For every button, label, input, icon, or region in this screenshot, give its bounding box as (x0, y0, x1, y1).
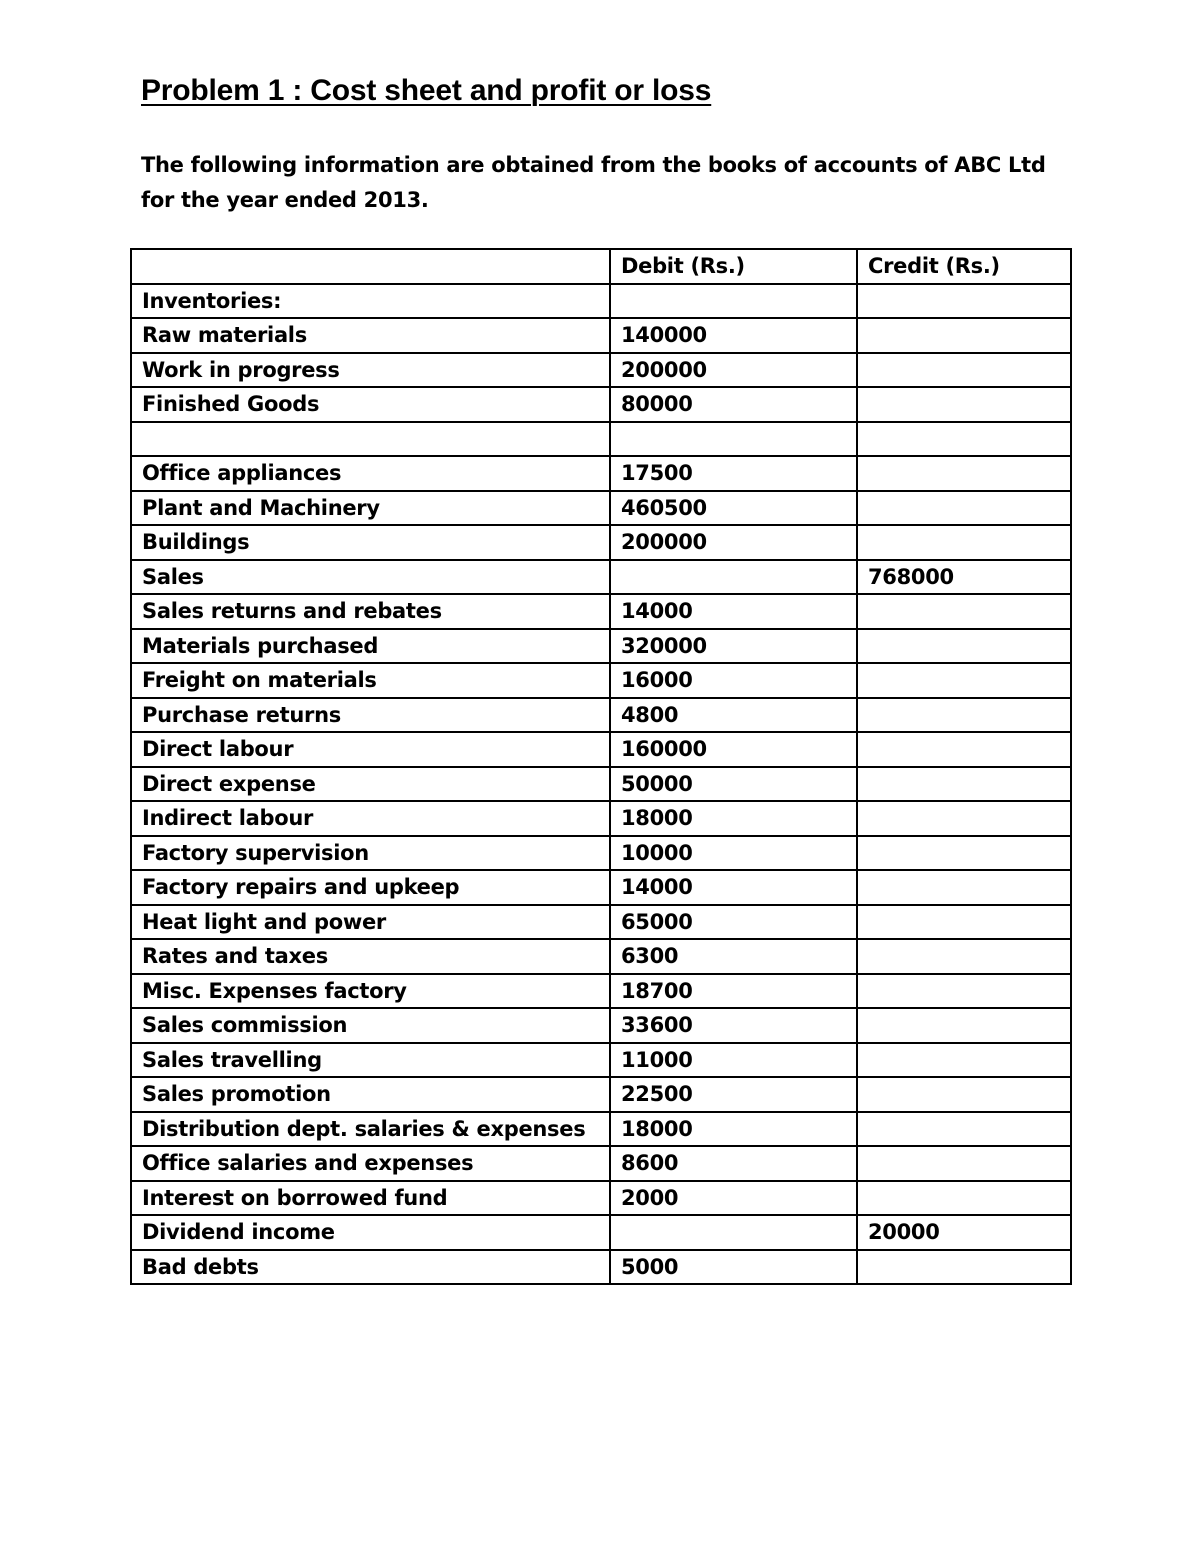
cell-item: Inventories: (131, 284, 610, 319)
table-header-row (131, 249, 1071, 284)
cell-debit: 14000 (610, 870, 857, 905)
table-row (131, 318, 1071, 353)
cell-item (131, 422, 610, 457)
cell-debit: 460500 (610, 491, 857, 526)
cell-credit (857, 491, 1071, 526)
cell-debit: 14000 (610, 594, 857, 629)
cell-credit (857, 1008, 1071, 1043)
cell-item: Sales promotion (131, 1077, 610, 1112)
cell-debit: 16000 (610, 663, 857, 698)
cell-credit (857, 594, 1071, 629)
cell-credit (857, 663, 1071, 698)
cell-item: Misc. Expenses factory (131, 974, 610, 1009)
cell-item: Dividend income (131, 1215, 610, 1250)
cell-debit: 200000 (610, 525, 857, 560)
table-row (131, 422, 1071, 457)
cell-item: Raw materials (131, 318, 610, 353)
table-row (131, 801, 1071, 836)
cell-credit (857, 422, 1071, 457)
cell-credit (857, 732, 1071, 767)
table-row (131, 491, 1071, 526)
cell-credit: 20000 (857, 1215, 1071, 1250)
cell-debit (610, 1215, 857, 1250)
cell-debit: 11000 (610, 1043, 857, 1078)
table-row (131, 1215, 1071, 1250)
cell-credit (857, 1250, 1071, 1285)
cell-credit (857, 1146, 1071, 1181)
table-row (131, 1077, 1071, 1112)
table-row (131, 870, 1071, 905)
table-row (131, 456, 1071, 491)
cell-item: Factory supervision (131, 836, 610, 871)
cell-debit: 80000 (610, 387, 857, 422)
cell-debit: 200000 (610, 353, 857, 388)
cell-credit (857, 1043, 1071, 1078)
table-row (131, 698, 1071, 733)
cell-credit (857, 456, 1071, 491)
cell-credit (857, 525, 1071, 560)
accounts-table (130, 248, 1072, 1285)
cell-item: Bad debts (131, 1250, 610, 1285)
cell-debit: 18000 (610, 1112, 857, 1147)
table-row (131, 1008, 1071, 1043)
cell-credit (857, 1181, 1071, 1216)
cell-credit (857, 801, 1071, 836)
cell-credit (857, 870, 1071, 905)
cell-debit (610, 560, 857, 595)
cell-credit (857, 698, 1071, 733)
cell-credit (857, 353, 1071, 388)
table-row (131, 353, 1071, 388)
cell-item: Rates and taxes (131, 939, 610, 974)
cell-item: Sales (131, 560, 610, 595)
page-title: Problem 1 : Cost sheet and profit or loss (141, 74, 712, 107)
cell-debit: 50000 (610, 767, 857, 802)
cell-debit: 65000 (610, 905, 857, 940)
cell-item: Heat light and power (131, 905, 610, 940)
cell-credit (857, 836, 1071, 871)
cell-item: Office appliances (131, 456, 610, 491)
table-row (131, 1146, 1071, 1181)
cell-item: Interest on borrowed fund (131, 1181, 610, 1216)
cell-item: Sales commission (131, 1008, 610, 1043)
table-row (131, 560, 1071, 595)
table-row (131, 939, 1071, 974)
cell-item: Direct expense (131, 767, 610, 802)
cell-debit: 140000 (610, 318, 857, 353)
cell-item: Sales travelling (131, 1043, 610, 1078)
cell-debit: 5000 (610, 1250, 857, 1285)
cell-credit (857, 1077, 1071, 1112)
table-row (131, 836, 1071, 871)
cell-credit (857, 767, 1071, 802)
cell-credit (857, 318, 1071, 353)
cell-debit: 8600 (610, 1146, 857, 1181)
header-item (131, 249, 610, 284)
cell-credit: 768000 (857, 560, 1071, 595)
cell-debit: 320000 (610, 629, 857, 664)
cell-debit (610, 422, 857, 457)
accounts-table-body (131, 249, 1071, 1284)
cell-debit: 17500 (610, 456, 857, 491)
table-row (131, 284, 1071, 319)
table-row (131, 1181, 1071, 1216)
table-row (131, 1043, 1071, 1078)
cell-debit: 22500 (610, 1077, 857, 1112)
table-row (131, 525, 1071, 560)
table-row (131, 387, 1071, 422)
table-row (131, 767, 1071, 802)
table-row (131, 629, 1071, 664)
cell-credit (857, 387, 1071, 422)
cell-debit: 2000 (610, 1181, 857, 1216)
cell-item: Factory repairs and upkeep (131, 870, 610, 905)
header-debit: Debit (Rs.) (610, 249, 857, 284)
cell-debit: 18700 (610, 974, 857, 1009)
table-row (131, 1250, 1071, 1285)
cell-item: Distribution dept. salaries & expenses (131, 1112, 610, 1147)
cell-item: Materials purchased (131, 629, 610, 664)
cell-credit (857, 1112, 1071, 1147)
cell-debit (610, 284, 857, 319)
header-credit: Credit (Rs.) (857, 249, 1071, 284)
cell-item: Direct labour (131, 732, 610, 767)
cell-debit: 18000 (610, 801, 857, 836)
cell-item: Work in progress (131, 353, 610, 388)
cell-debit: 10000 (610, 836, 857, 871)
cell-credit (857, 629, 1071, 664)
table-row (131, 905, 1071, 940)
intro-paragraph: The following information are obtained from the books of accounts of ABC Ltd for the year ended 2013. (141, 153, 1046, 212)
cell-item: Plant and Machinery (131, 491, 610, 526)
cell-credit (857, 939, 1071, 974)
cell-item: Sales returns and rebates (131, 594, 610, 629)
cell-credit (857, 284, 1071, 319)
cell-item: Buildings (131, 525, 610, 560)
cell-debit: 6300 (610, 939, 857, 974)
table-row (131, 663, 1071, 698)
cell-item: Finished Goods (131, 387, 610, 422)
cell-debit: 33600 (610, 1008, 857, 1043)
cell-item: Indirect labour (131, 801, 610, 836)
cell-credit (857, 974, 1071, 1009)
cell-item: Purchase returns (131, 698, 610, 733)
table-row (131, 1112, 1071, 1147)
table-row (131, 594, 1071, 629)
cell-debit: 160000 (610, 732, 857, 767)
cell-credit (857, 905, 1071, 940)
table-row (131, 732, 1071, 767)
cell-item: Freight on materials (131, 663, 610, 698)
cell-item: Office salaries and expenses (131, 1146, 610, 1181)
table-row (131, 974, 1071, 1009)
cell-debit: 4800 (610, 698, 857, 733)
